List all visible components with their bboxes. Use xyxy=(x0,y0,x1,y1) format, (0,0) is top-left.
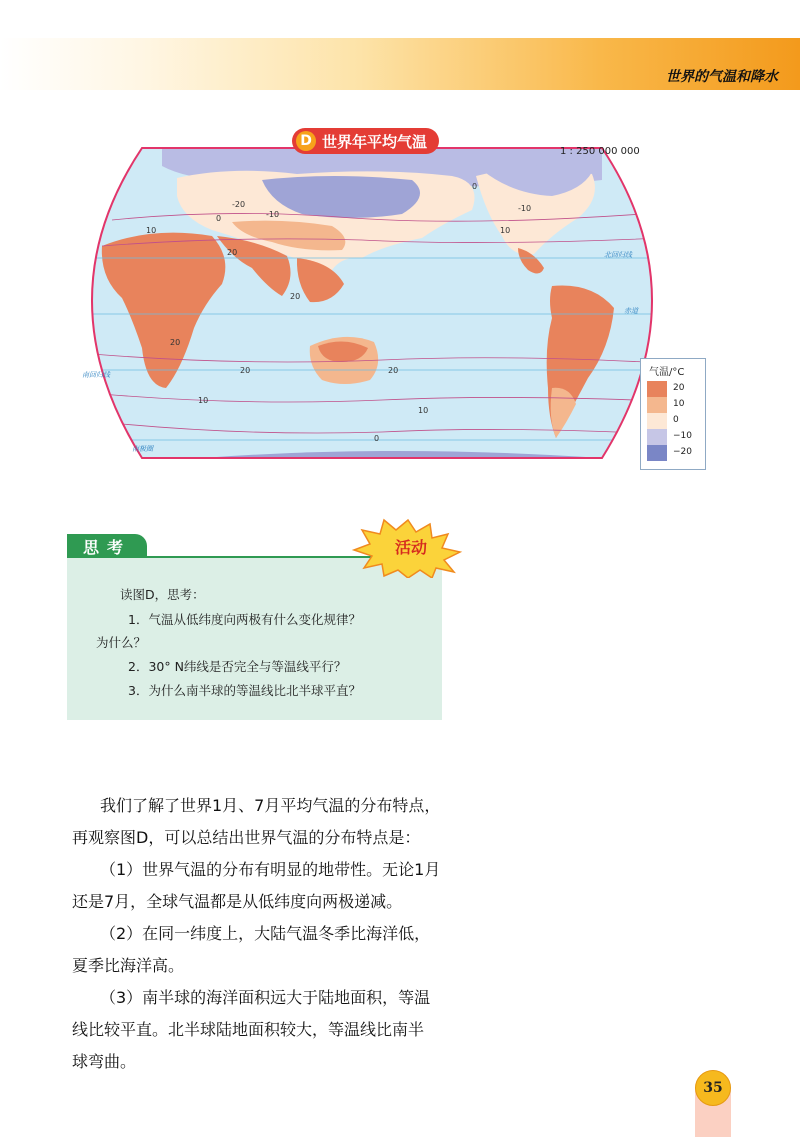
isotherm-label: 0 xyxy=(472,182,478,191)
equator-label: 赤道 xyxy=(624,307,638,315)
think-line: 1．气温从低纬度向两极有什么变化规律？ xyxy=(128,612,361,627)
paragraph-line: 线比较平直。北半球陆地面积较大，等温线比南半 xyxy=(72,1020,425,1039)
map-title-badge xyxy=(292,128,439,154)
think-tab: 思考 xyxy=(67,534,147,558)
world-temperature-map xyxy=(82,118,712,480)
legend-label: −10 xyxy=(673,431,692,441)
legend-label: 20 xyxy=(673,383,685,393)
map-scale: 1 : 250 000 000 xyxy=(560,146,640,157)
isotherm-label: 20 xyxy=(170,338,181,347)
think-line: 3．为什么南半球的等温线比北半球平直？ xyxy=(128,683,361,698)
legend-swatch xyxy=(647,413,667,429)
isotherm-label: 20 xyxy=(227,248,238,257)
legend-label: −20 xyxy=(673,447,692,457)
paragraph-line: 夏季比海洋高。 xyxy=(72,956,185,975)
legend-label: 0 xyxy=(673,415,679,425)
legend-label: 10 xyxy=(673,399,685,409)
legend-title: 气温/°C xyxy=(649,367,685,378)
isotherm-label: 20 xyxy=(240,366,251,375)
think-line: 读图D，思考： xyxy=(120,587,205,602)
arctic-south-label: 南极圈 xyxy=(132,445,153,453)
map-legend xyxy=(640,358,706,470)
paragraph-line: 球弯曲。 xyxy=(72,1052,137,1071)
tropic-south-label: 南回归线 xyxy=(82,371,110,379)
isotherm-label: 10 xyxy=(418,406,429,415)
chapter-title: 世界的气温和降水 xyxy=(666,69,778,85)
map-letter: D xyxy=(296,131,316,151)
legend-swatch xyxy=(647,397,667,413)
isotherm-label: -10 xyxy=(518,204,532,213)
paragraph-line: （2）在同一纬度上，大陆气温冬季比海洋低， xyxy=(100,924,431,943)
think-line: 2．30° N纬线是否完全与等温线平行？ xyxy=(128,659,347,674)
tropic-north-label: 北回归线 xyxy=(604,251,632,259)
paragraph-line: 我们了解了世界1月、7月平均气温的分布特点， xyxy=(100,796,441,815)
paragraph-line: （1）世界气温的分布有明显的地带性。无论1月 xyxy=(100,860,441,879)
isotherm-label: 10 xyxy=(198,396,209,405)
isotherm-label: 10 xyxy=(500,226,511,235)
isotherm-label: 0 xyxy=(374,434,380,443)
paragraph-line: （3）南半球的海洋面积远大于陆地面积，等温 xyxy=(100,988,431,1007)
legend-swatch xyxy=(647,381,667,397)
map-title: 世界年平均气温 xyxy=(322,132,428,151)
isotherm-label: -20 xyxy=(232,200,246,209)
isotherm-label: 20 xyxy=(290,292,301,301)
isotherm-label: 20 xyxy=(388,366,399,375)
legend-swatch xyxy=(647,445,667,461)
legend-swatch xyxy=(647,429,667,445)
think-line: 为什么？ xyxy=(96,635,147,650)
page-number: 35 xyxy=(695,1070,731,1106)
isotherm-label: 0 xyxy=(216,214,222,223)
isotherm-label: -10 xyxy=(266,210,280,219)
activity-label: 活动 xyxy=(394,538,427,557)
isotherm-label: 10 xyxy=(146,226,157,235)
paragraph-line: 再观察图D，可以总结出世界气温的分布特点是： xyxy=(72,828,421,847)
map-graphic xyxy=(82,118,712,480)
paragraph-line: 还是7月，全球气温都是从低纬度向两极递减。 xyxy=(72,892,403,911)
